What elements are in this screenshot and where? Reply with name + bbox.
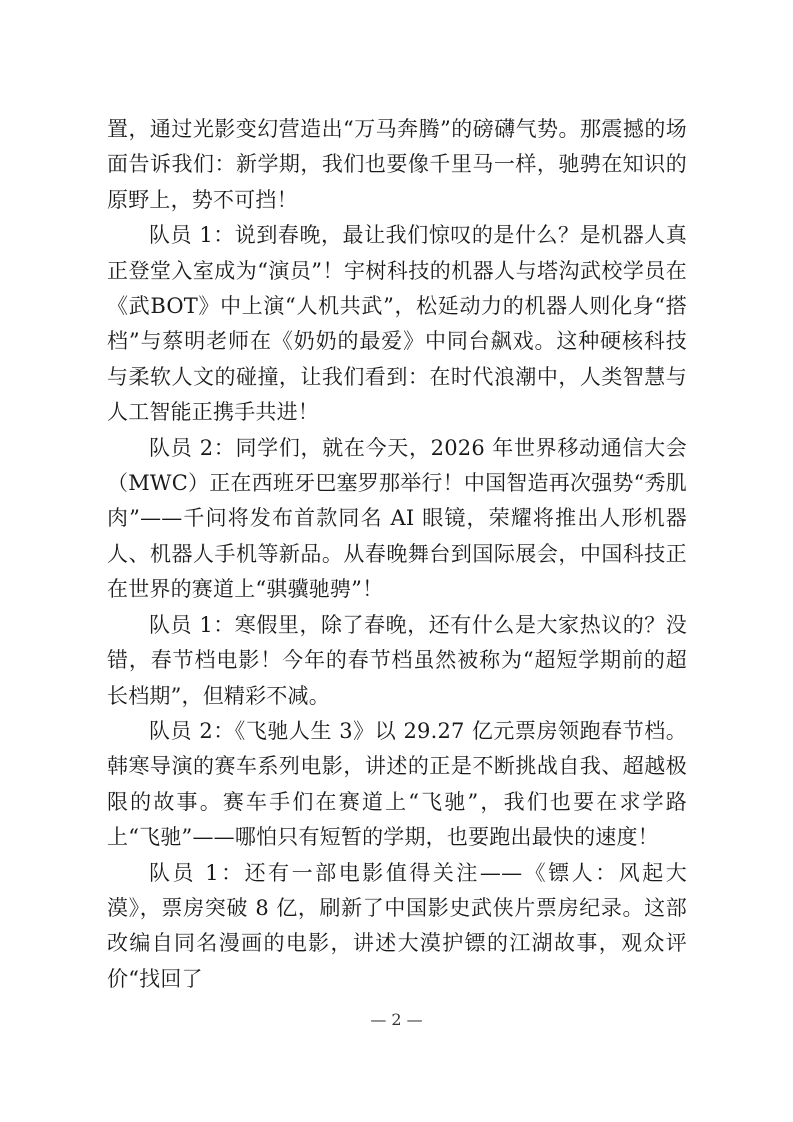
document-body xyxy=(107,112,687,997)
page-number: — 2 — xyxy=(370,1010,423,1029)
paragraph-blade-of-the-guardians: 队员 1：还有一部电影值得关注——《镖人：风起大漠》，票房突破 8 亿，刷新了中国影史武侠片票房纪录。这部改编自同名漫画的电影，讲述大漠护镖的江湖故事，观众评价“找回了 xyxy=(107,860,687,991)
paragraph-mwc: 队员 2：同学们，就在今天，2026 年世界移动通信大会（MWC）正在西班牙巴塞罗那举行！中国智造再次强势“秀肌肉”——千问将发布首款同名 AI 眼镜，荣耀将推出人形机器人、机器人手机等新品。从春晚舞台到国际展会，中国科技正在世界的赛道上“骐骥驰骋”！ xyxy=(107,435,687,602)
paragraph-continuation: 置，通过光影变幻营造出“万马奔腾”的磅礴气势。那震撼的场面告诉我们：新学期，我们也要像千里马一样，驰骋在知识的原野上，势不可挡！ xyxy=(107,117,687,212)
paragraph-spring-festival-films: 队员 1：寒假里，除了春晚，还有什么是大家热议的？没错，春节档电影！今年的春节档虽然被称为“超短学期前的超长档期”，但精彩不减。 xyxy=(107,612,687,708)
paragraph-robots-gala: 队员 1：说到春晚，最让我们惊叹的是什么？是机器人真正登堂入室成为“演员”！宇树科技的机器人与塔沟武校学员在《武BOT》中上演“人机共武”，松延动力的机器人则化身“搭档”与蔡明老师在《奶奶的最爱》中同台飙戏。这种硬核科技与柔软人文的碰撞，让我们看到：在时代浪潮中，人类智慧与人工智能正携手共进！ xyxy=(107,223,687,425)
paragraph-pegasus-3: 队员 2：《飞驰人生 3》以 29.27 亿元票房领跑春节档。韩寒导演的赛车系列电影，讲述的正是不断挑战自我、超越极限的故事。赛车手们在赛道上“飞驰”，我们也要在求学路上“飞驰”——哪怕只有短暂的学期，也要跑出最快的速度！ xyxy=(107,718,687,850)
